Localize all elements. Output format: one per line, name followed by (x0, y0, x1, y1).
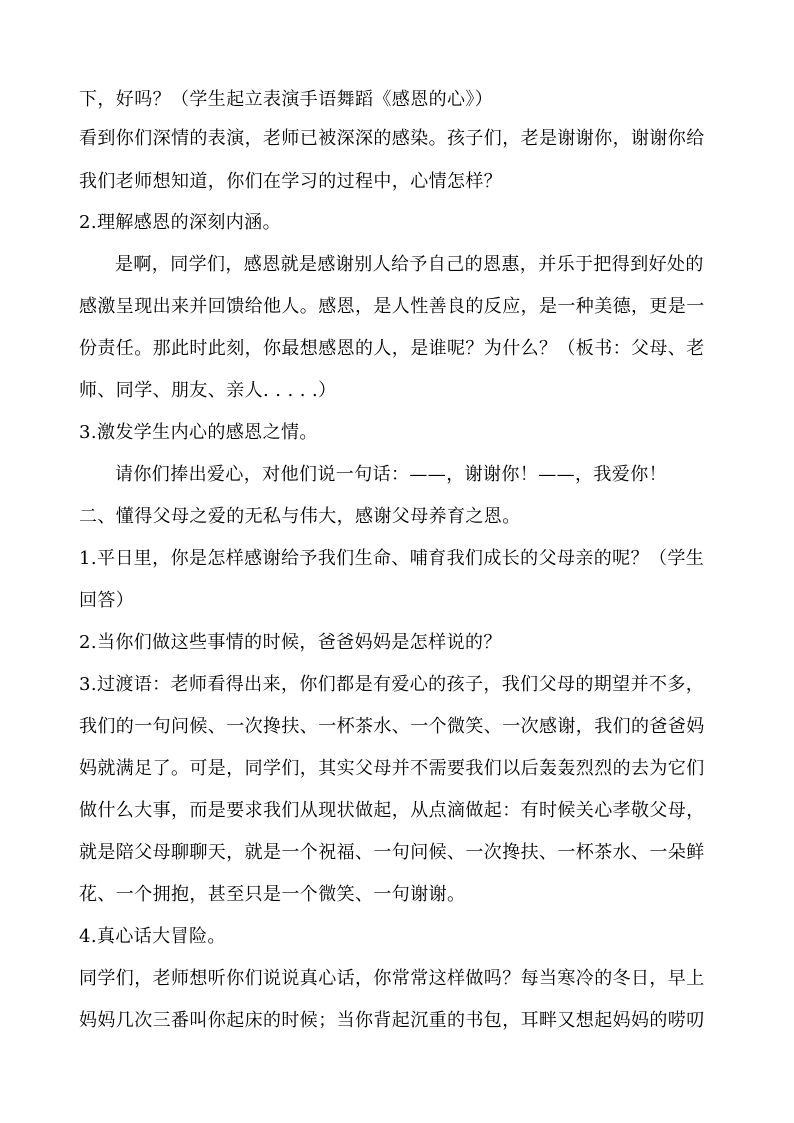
text-line: 妈就满足了。可是，同学们，其实父母并不需要我们以后轰轰烈烈的去为它们 (79, 758, 705, 779)
text-line: 份责任。那此时此刻，你最想感恩的人，是谁呢？为什么？（板书：父母、老 (79, 338, 705, 359)
text-line: 下，好吗？（学生起立表演手语舞蹈《感恩的心》） (79, 89, 494, 110)
text-line: 2.当你们做这些事情的时候，爸爸妈妈是怎样说的？ (79, 632, 502, 653)
section-heading: 3.激发学生内心的感恩之情。 (79, 422, 318, 443)
text-line: 请你们捧出爱心，对他们说一句话：——，谢谢你！——，我爱你！ (115, 464, 667, 485)
text-line: 我们的一句问候、一次搀扶、一杯茶水、一个微笑、一次感谢，我们的爸爸妈 (79, 716, 705, 737)
text-line: 就是陪父母聊聊天，就是一个祝福、一句问候、一次搀扶、一杯茶水、一朵鲜 (79, 842, 705, 863)
text-line: 同学们，老师想听你们说说真心话，你常常这样做吗？每当寒冷的冬日，早上 (79, 968, 705, 989)
text-line: 花、一个拥抱，甚至只是一个微笑、一句谢谢。 (79, 884, 466, 905)
text-line: 做什么大事，而是要求我们从现状做起，从点滴做起：有时候关心孝敬父母， (79, 800, 705, 821)
section-heading: 4.真心话大冒险。 (79, 926, 226, 947)
text-line: 回答） (79, 590, 135, 611)
text-line: 我们老师想知道，你们在学习的过程中，心情怎样？ (79, 171, 503, 192)
section-heading: 二、懂得父母之爱的无私与伟大，感谢父母养育之恩。 (79, 506, 521, 527)
text-line: 师、同学、朋友、亲人. . . . .） (79, 380, 337, 401)
text-line: 3.过渡语：老师看得出来，你们都是有爱心的孩子，我们父母的期望并不多， (79, 674, 705, 695)
text-line: 妈妈几次三番叫你起床的时候；当你背起沉重的书包，耳畔又想起妈妈的唠叨 (79, 1010, 705, 1031)
text-line: 看到你们深情的表演，老师已被深深的感染。孩子们，老是谢谢你，谢谢你给 (79, 128, 705, 149)
text-line: 是啊，同学们，感恩就是感谢别人给予自己的恩惠，并乐于把得到好处的 (115, 254, 704, 275)
section-heading: 2.理解感恩的深刻内涵。 (79, 212, 281, 233)
text-line: 1.平日里，你是怎样感谢给予我们生命、哺育我们成长的父母亲的呢？（学生 (79, 548, 705, 569)
text-line: 感激呈现出来并回馈给他人。感恩，是人性善良的反应，是一种美德，更是一 (79, 296, 705, 317)
